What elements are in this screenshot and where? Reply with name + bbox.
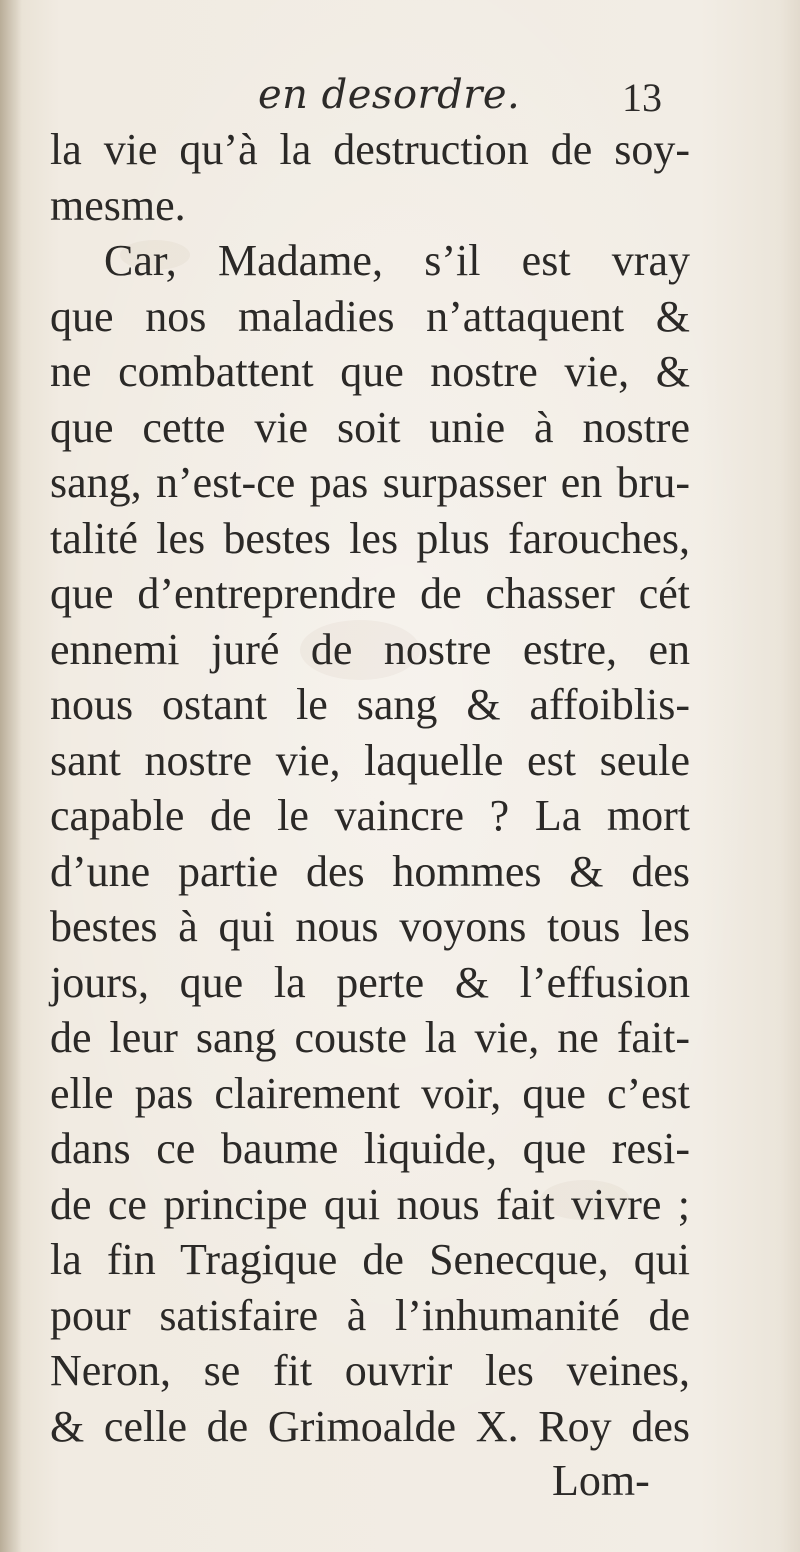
text-line: sant nostre vie, laquelle est seule: [50, 735, 690, 785]
text-line: nous ostant le sang & affoiblis-: [50, 680, 690, 729]
body-text: [50, 122, 690, 1454]
text-line: de ce principe qui nous fait vivre ;: [50, 1179, 690, 1229]
text-line: capable de le vaincre ? La mort: [50, 791, 690, 840]
text-line: Neron, se fit ouvrir les veines,: [50, 1346, 690, 1395]
text-line: d’une partie des hommes & des: [50, 846, 690, 896]
page-number: 13: [622, 75, 662, 120]
text-line-paragraph-start: Car, Madame, s’il est vray: [104, 236, 690, 285]
text-line: la vie qu’à la destruction de soy-: [50, 125, 690, 174]
text-line: jours, que la perte & l’effusion: [50, 957, 690, 1007]
text-line: ne combattent que nostre vie, &: [50, 347, 690, 396]
text-line: ennemi juré de nostre estre, en: [50, 624, 690, 674]
text-line: sang, n’est-ce pas surpasser en bru-: [50, 458, 690, 507]
text-line: la fin Tragique de Senecque, qui: [50, 1235, 690, 1284]
text-line: dans ce baume liquide, que resi-: [50, 1124, 690, 1173]
text-line: & celle de Grimoalde X. Roy des: [50, 1401, 690, 1451]
text-line: mesme.: [50, 180, 186, 230]
text-line: pour satisfaire à l’inhumanité de: [50, 1290, 690, 1340]
catchword: Lom-: [552, 1456, 650, 1505]
text-line: que cette vie soit unie à nostre: [50, 402, 690, 452]
text-line: elle pas clairement voir, que c’est: [50, 1068, 690, 1118]
text-line: de leur sang couste la vie, ne fait-: [50, 1013, 690, 1062]
text-line: talité les bestes les plus farouches,: [50, 513, 690, 563]
page-gutter-shadow: [0, 0, 22, 1552]
running-head: en desordre.: [258, 72, 521, 118]
text-line: bestes à qui nous voyons tous les: [50, 902, 690, 951]
text-line: que d’entreprendre de chasser cét: [50, 569, 690, 618]
text-line: que nos maladies n’attaquent &: [50, 291, 690, 341]
